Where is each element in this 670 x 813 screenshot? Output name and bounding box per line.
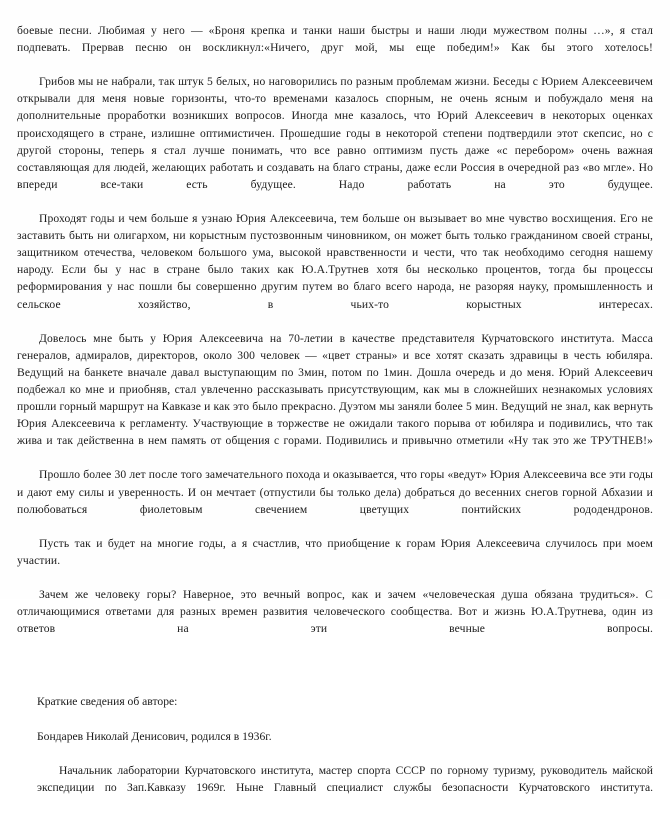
paragraph-zachem-cheloveku-gory: Зачем же человеку горы? Наверное, это вечный вопрос, как и зачем «человеческая душа обязана трудиться». С отличающимися ответами для разных времен развития человеческого сообщества. Вот и жизнь Ю.А.Трутнева, один из ответов на эти вечные вопросы. [17,588,653,636]
document-body-text [17,22,653,654]
paragraph-prohodyat-gody: Проходят годы и чем больше я узнаю Юрия Алексеевича, тем больше он вызывает во мне чувство восхищения. Его не заставить быть ни олигархом, ни корыстным пустозвонным чиновником, он может быть только гражданином своей страны, защитником отечества, человеком большого ума, высокой нравственности и чести, что так необходимо сегодня нашему народу. Если бы у нас в стране было таких как Ю.А.Трутнев хотя бы несколько процентов, тогда бы процессы реформирования у нас пошли бы совершенно другим путем во благо всего народа, не разоряя науку, промышленность и сельское хозяйство, в чьих-то корыстных интересах. [17,212,653,311]
author-note-block [17,693,653,813]
paragraph-gribov: Грибов мы не набрали, так штук 5 белых, но наговорились по разным проблемам жизни. Беседы с Юрием Алексеевичем открывали для меня новые горизонты, что-то временами казалось спорным, не очень ясным и побуждало меня на дополнительные проработки возникших вопросов. Иногда мне казалось, что Юрий Алексеевич в некоторых оценках происходящего в стране, излишне оптимистичен. Прошедшие годы в некоторой степени подтвердили этот скепсис, но с другой стороны, теперь я стал лучше понимать, что все равно оптимизм пусть даже «с перебором» очень важная составляющая для людей, желающих работать и создавать на благо страны, даже если Россия в очередной раз «во мгле». Но впереди все-таки есть будущее. Надо работать на это будущее. [17,75,653,191]
author-bio-text: Начальник лаборатории Курчатовского института, мастер спорта СССР по горному туризму, руководитель майской экспедиции по Зап.Кавказу 1969г. Ныне Главный специалист службы безопасности Курчатовского института. [37,763,653,794]
paragraph-pust-tak-i-budet: Пусть так и будет на многие годы, а я счастлив, что приобщение к горам Юрия Алексеевича случилось при моем участии. [17,536,653,567]
paragraph-continued: боевые песни. Любимая у него — «Броня крепка и танки наши быстры и наши люди мужеством полны …», я стал подпевать. Прервав песню он воскликнул:«Ничего, друг мой, мы еще победим!» Как бы этого хотелось! [17,24,653,55]
author-note-heading: Краткие сведения об авторе: [37,695,178,709]
paragraph-proshlo-bolee-30-let: Прошло более 30 лет после того замечательного похода и оказывается, что горы «ведут» Юрия Алексеевича все эти годы и дают ему силы и уверенность. И он мечтает (отпустили бы только дела) добраться до весенних снегов горной Абхазии и полюбоваться фиолетовым свечением цветущих понтийских рододендронов. [17,468,653,516]
author-name-line: Бондарев Николай Денисович, родился в 1936г. [37,729,272,743]
paragraph-dovelos-mne-byt: Довелось мне быть у Юрия Алексеевича на 70-летии в качестве представителя Курчатовского института. Масса генералов, адмиралов, директоров, около 300 человек — «цвет страны» и все хотят сказать здравицы в честь юбиляра. Ведущий на банкете вначале давал выступающим по 3мин, потом по 1мин. Дошла очередь и до меня. Юрий Алексеевич подбежал ко мне и приобняв, стал увлеченно рассказывать присутствующим, как мы в сложнейших незнакомых условиях прошли горный маршрут на Кавказе и как это было прекрасно. Дуэтом мы заняли более 5 мин. Ведущий не знал, как вернуть Юрия Алексеевича к регламенту. Участвующие в торжестве не ожидали такого порыва от юбиляра и подивились, что так жива и так действенна в нем память от общения с горами. Подивились и привычно отметили «Ну так это же ТРУТНЕВ!» [17,331,653,448]
